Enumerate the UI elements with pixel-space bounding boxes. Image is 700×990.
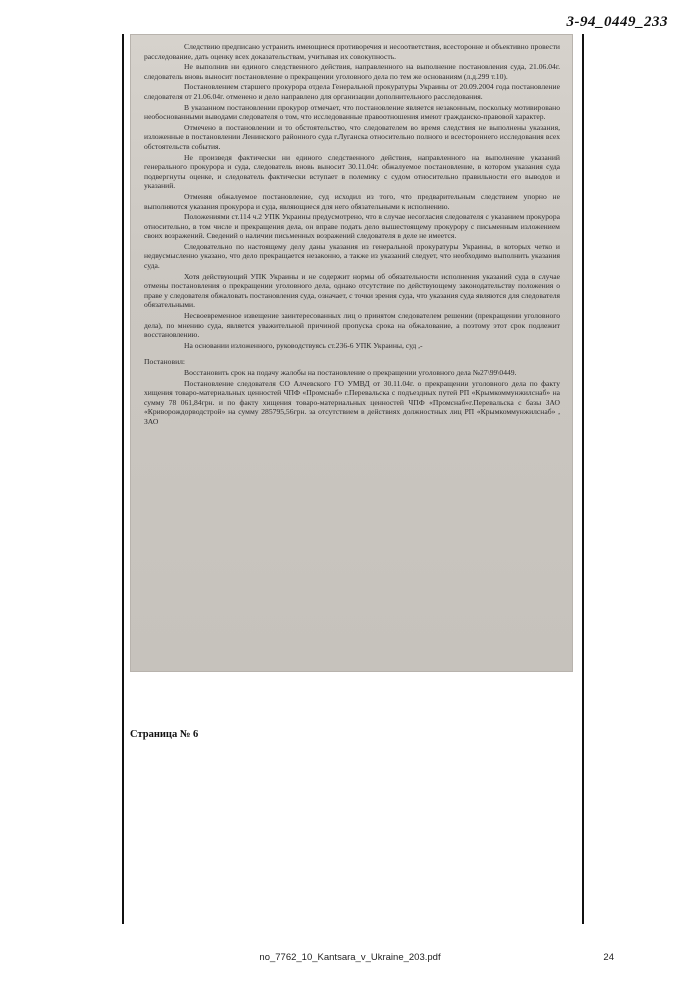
scan-paragraph: В указанном постановлении прокурор отмечает, что постановление является незаконным, поскольку мотивировано необоснованными выводами следователя о том, что исследованные правоотношения имеют гражданско-правовой характер. bbox=[144, 102, 560, 122]
scan-paragraph: На основании изложенного, руководствуясь ст.236-6 УПК Украины, суд ,- bbox=[184, 340, 423, 350]
scan-paragraph: Следствию предписано устранить имеющиеся противоречия и несоответствия, всесторонне и объективно провести расследование, дать оценку всех доказательствам, учитывая их совокупность. bbox=[144, 42, 560, 61]
left-margin-rule bbox=[122, 34, 124, 924]
ruling-heading: Постановил: bbox=[144, 357, 186, 367]
right-margin-rule bbox=[582, 34, 584, 924]
page-label: Страница № 6 bbox=[130, 729, 199, 740]
ruling-paragraph: Постановление следователя СО Алчевского ГО УМВД от 30.11.04г. о прекращении уголовного дела по факту хищения товаро-материальных ценностей ЧПФ «Промснаб» г.Перевальска с подъездных путей РП «Крымкоммунжилснаб» на сумму 78 061,84грн. и по факту хищения товаро-материальных ценностей ЧПФ «Промснаб»г.Перевальска с базы ЗАО «Криворождорводстрой» на сумму 285795,56грн. за отсутствием в действиях должностных лиц РП «Крымкоммунжилснаб» , ЗАО bbox=[144, 378, 560, 426]
scan-paragraph: Не произведя фактически ни единого следственного действия, направленного на выполнение указаний генерального прокурора и суда, следователь вновь выносит 30.11.04г. обжалуемое постановление, в котором указания суда подвергнуты оценке, и следователь фактически вступает в полемику с судом относительно правильности его выводов и указаний. bbox=[144, 152, 560, 191]
document-code: 3-94_0449_233 bbox=[566, 14, 668, 30]
scan-paragraph: Постановлением старшего прокурора отдела Генеральной прокуратуры Украины от 20.09.2004 года постановление следователя от 21.06.04г. отменено и дело направлено для организации дополнительного расследования. bbox=[144, 82, 560, 101]
scanned-text-block bbox=[144, 42, 560, 428]
scan-paragraph: Положениями ст.114 ч.2 УПК Украины предусмотрено, что в случае несогласия следователя с указанием прокурора относительно, в том числе и прекращения дела, он вправе подать дело вышестоящему прокурору с письменным изложением своих возражений. Сведений о наличии письменных возражений следователя в деле не имеется. bbox=[144, 212, 560, 241]
ruling-paragraph: Восстановить срок на подачу жалобы на постановление о прекращении уголовного дела №27\99\0449. bbox=[184, 368, 517, 377]
scan-paragraph: Хотя действующий УПК Украины и не содержит нормы об обязательности исполнения указаний суда в случае отмены постановления о прекращении уголовного дела, однако отсутствие по действующему законодательству положения о праве у следователя обжаловать постановления суда, означает, с точки зрения суда, что указания суда являются для следователя обязательными. bbox=[144, 271, 560, 310]
scan-paragraph: Несвоевременное извещение заинтересованных лиц о принятом следователем решении (прекращении уголовного дела), по мнению суда, является уважительной причиной пропуска срока на обжалование, а поэтому этот срок подлежит восстановлению. bbox=[144, 311, 560, 340]
footer-filename: no_7762_10_Kantsara_v_Ukraine_203.pdf bbox=[259, 952, 441, 963]
scanned-page-image bbox=[130, 34, 573, 672]
footer-page-number: 24 bbox=[603, 952, 614, 963]
scan-paragraph: Следовательно по настоящему делу даны указания из генеральной прокуратуры Украины, в которых четко и недвусмысленно указано, что дело прекращается незаконно, а также из указаний следует, что необходимо выполнить указания суда. bbox=[144, 241, 560, 271]
scan-paragraph: Не выполнив ни единого следственного действия, направленного на выполнение постановления суда, 21.06.04г. следователь вновь выносит постановление о прекращении уголовного дела по тем же основаниям (л.д.299 т.10). bbox=[144, 62, 560, 81]
scan-paragraph: Отменяя обжалуемое постановление, суд исходил из того, что предварительным следствием упорно не выполняются указания прокурора и суда, являющиеся для него обязательными к исполнению. bbox=[144, 191, 560, 211]
scan-paragraph: Отмечено в постановлении и то обстоятельство, что следователем во время следствия не выполнены указания, изложенные в постановлении Ленинского районного суда г.Луганска относительно полного и всестороннего исследования всех обстоятельств события. bbox=[144, 122, 560, 151]
